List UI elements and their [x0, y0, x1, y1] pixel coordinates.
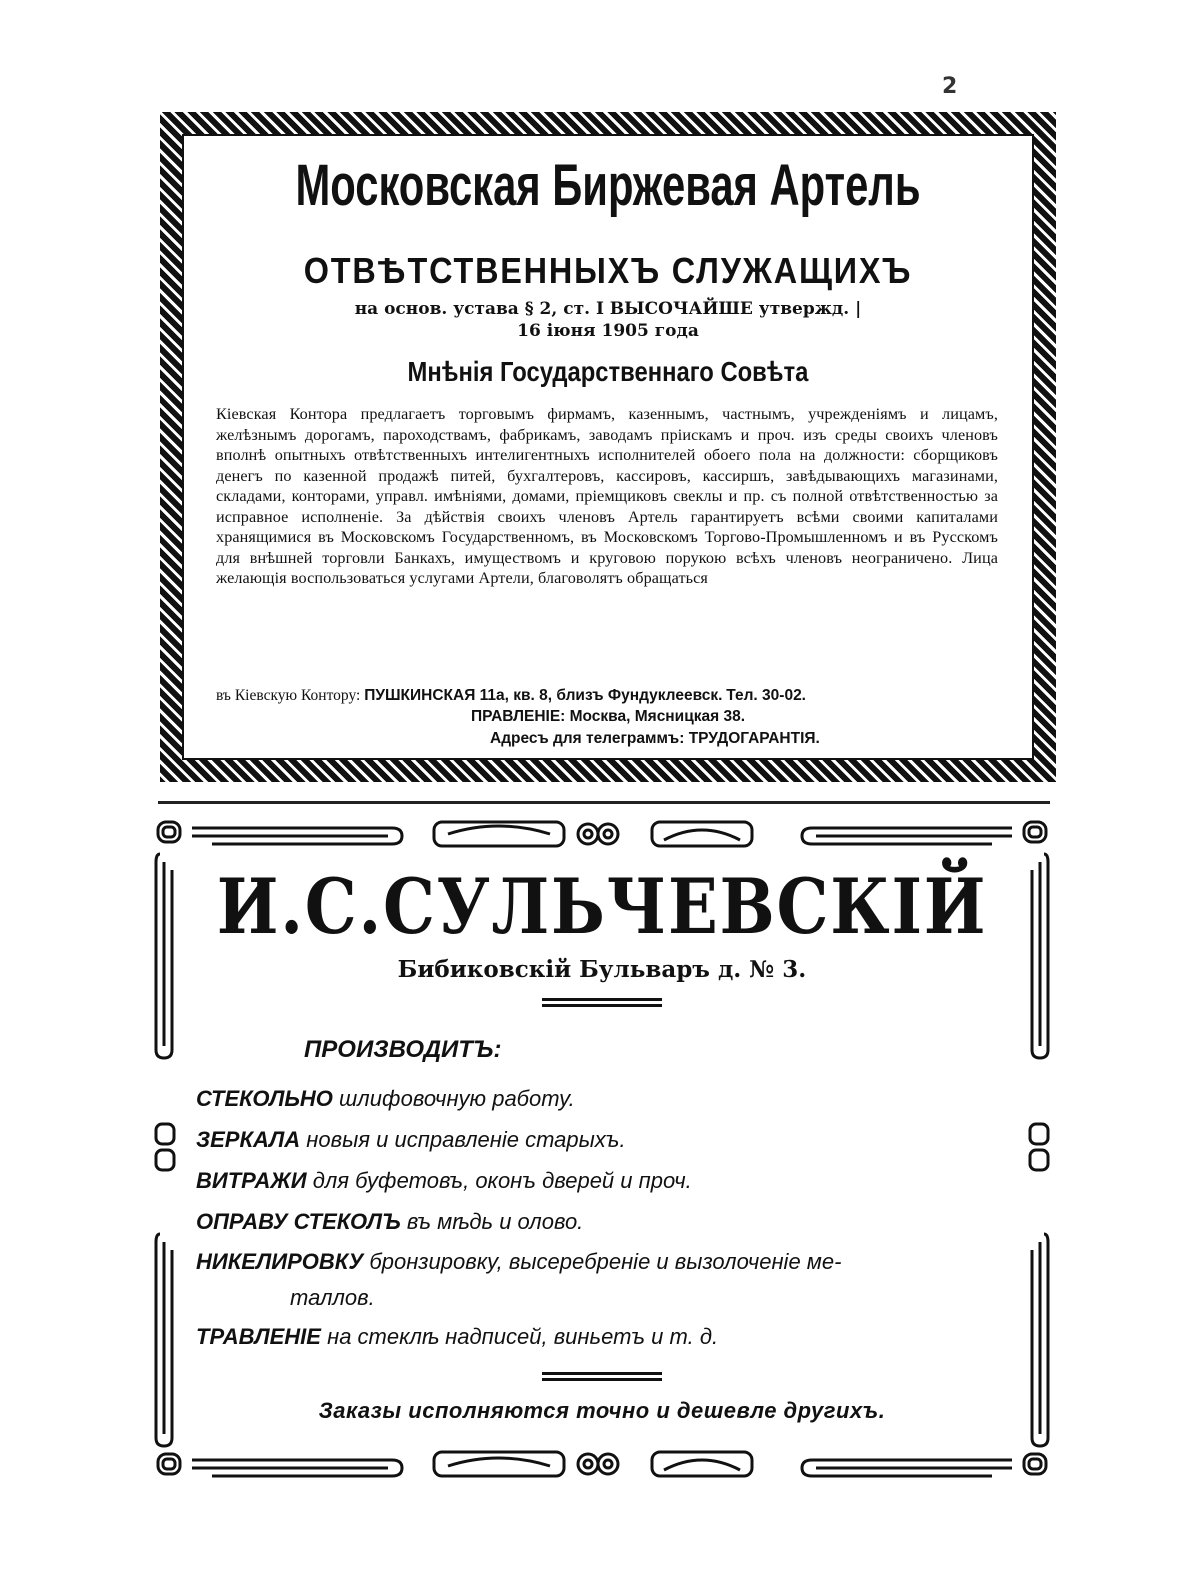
divider-rule: [158, 801, 1050, 804]
service-text-continuation: таллов.: [290, 1285, 375, 1310]
list-item: [196, 1316, 1016, 1357]
page-number: 2: [942, 74, 958, 99]
service-key: ОПРАВУ СТЕКОЛЪ: [196, 1209, 401, 1234]
service-text: для буфетовъ, оконъ дверей и проч.: [312, 1168, 692, 1193]
kyiv-office-contact: [216, 686, 998, 706]
artel-body-text: Кіевская Контора предлагаетъ торговымъ фирмамъ, казеннымъ, частнымъ, учрежденіямъ и лицамъ, желѣзнымъ дорогамъ, пароходствамъ, фабрикамъ, заводамъ пріискамъ и проч. изъ среды своихъ членовъ вполнѣ опытныхъ отвѣтственныхъ интелигентныхъ исполнителей обоего пола на должности: сборщиковъ денегъ по казенной продажѣ питей, бухгалтеровъ, кассировъ, кассиршъ, завѣдывающихъ магазинами, складами, конторами, управл. имѣніями, домами, пріемщиковъ свеклы и пр. съ полной отвѣтственностью за исправное исполненіе. За дѣйствія своихъ членовъ Артель гарантируетъ всѣми своими капиталами хранящимися въ Московскомъ Государственномъ, въ Московскомъ Торгово-Промышленномъ и въ Русскомъ для внѣшней торговли Банкахъ, имуществомъ и круговою порукою всѣхъ членовъ неограничено. Лица желающія воспользоваться услугами Артели, благоволятъ обращаться: [216, 405, 998, 587]
telegram-prefix: Адресъ для телеграммъ:: [490, 730, 685, 747]
service-key: ТРАВЛЕНІЕ: [196, 1324, 321, 1349]
glass-workshop-advertisement: [152, 814, 1052, 1482]
right-side-ornament: [1030, 854, 1048, 1446]
artel-title: Московская Биржевая Артель: [295, 153, 921, 218]
statute-line-1: на основ. устава § 2, ст. I ВЫСОЧАЙШЕ утвержд. |: [354, 299, 862, 319]
service-text: шлифовочную работу.: [339, 1086, 575, 1111]
double-rule: [542, 998, 662, 1007]
statute-line-2: 16 іюня 1905 года: [517, 321, 699, 341]
artel-subtitle: ОТВѢТСТВЕННЫХЪ СЛУЖАЩИХЪ: [303, 250, 913, 291]
contact-prefix: въ Кіевскую Контору:: [216, 687, 361, 704]
double-rule: [542, 1372, 662, 1381]
state-council-heading: Мнѣнія Государственнаго Совѣта: [407, 356, 809, 387]
service-key: ЗЕРКАЛА: [196, 1127, 301, 1152]
board-address: ПРАВЛЕНІЕ: Москва, Мясницкая 38.: [470, 708, 746, 725]
service-text: въ мѣдь и олово.: [406, 1209, 584, 1234]
service-key: СТЕКОЛЬНО: [196, 1086, 333, 1111]
orders-footer: Заказы исполняются точно и дешевле другихъ.: [318, 1398, 886, 1423]
contact-phone: Тел. 30-02.: [726, 687, 806, 704]
telegram-value: ТРУДОГАРАНТІЯ.: [688, 730, 820, 747]
workshop-owner-name: И.С.СУЛЬЧЕВСКІЙ: [216, 862, 988, 951]
service-text: новыя и исправленіе старыхъ.: [306, 1127, 626, 1152]
bottom-ornament-row: [158, 1452, 1046, 1476]
service-key: НИКЕЛИРОВКУ: [196, 1249, 364, 1274]
service-key: ВИТРАЖИ: [196, 1168, 307, 1193]
list-item: [196, 1160, 1016, 1201]
list-item: [196, 1201, 1016, 1242]
service-text: на стеклѣ надписей, виньетъ и т. д.: [327, 1324, 719, 1349]
services-list: [196, 1078, 1016, 1357]
list-item: [196, 1119, 1016, 1160]
list-item: [196, 1078, 1016, 1119]
artel-statute-basis: [300, 298, 916, 342]
artel-advertisement: [160, 112, 1056, 782]
workshop-address: Бибиковскій Бульваръ д. № 3.: [397, 956, 807, 983]
produces-heading: ПРОИЗВОДИТЪ:: [304, 1036, 502, 1063]
left-side-ornament: [156, 854, 174, 1446]
service-text: бронзировку, высеребреніе и вызолоченіе ме-: [369, 1249, 842, 1274]
telegram-address: [490, 730, 820, 748]
contact-address: ПУШКИНСКАЯ 11а, кв. 8, близъ Фундуклеевск.: [364, 687, 723, 704]
top-ornament-row: [158, 822, 1046, 846]
list-item: [196, 1244, 1016, 1316]
